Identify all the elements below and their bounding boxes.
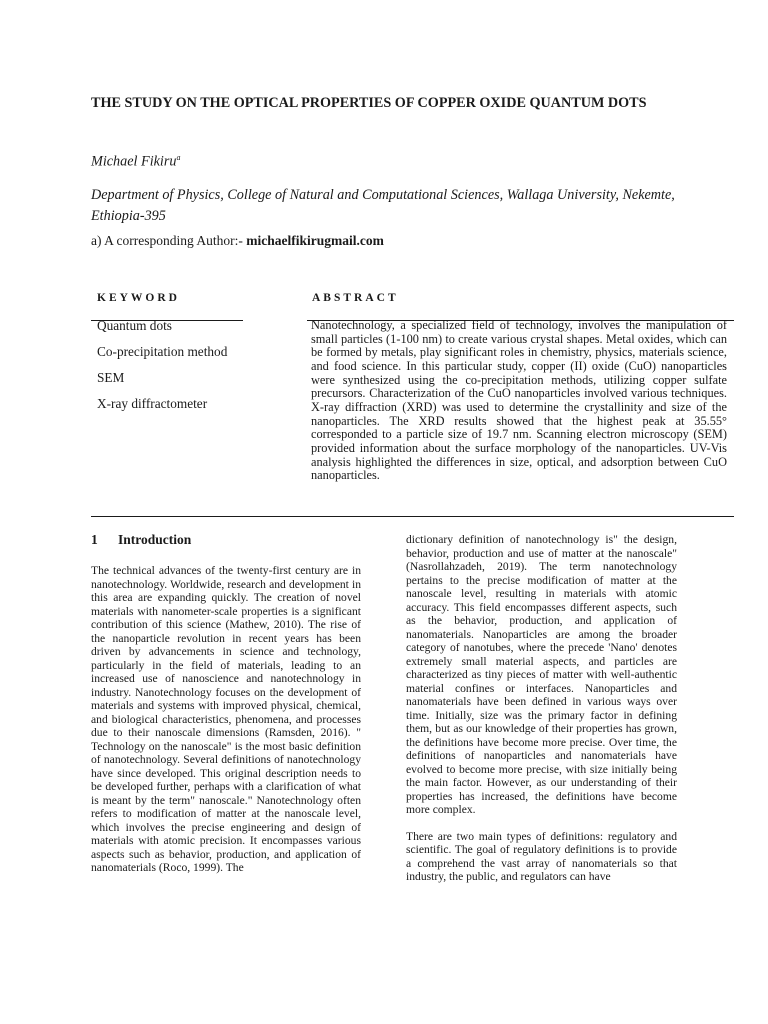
- intro-paragraph: There are two main types of definitions: regulatory and scientific. The goal of regulatory definitions is to provide a comprehend the vast array of nanomaterials so that industry, the public, and regulators can have: [406, 829, 677, 883]
- section-heading: [91, 532, 191, 548]
- abstract-heading: ABSTRACT: [312, 292, 399, 304]
- corresponding-email: michaelfikirugmail.com: [246, 233, 384, 248]
- author-name: Michael Fikiru: [91, 153, 177, 170]
- corresponding-prefix: a) A corresponding Author:-: [91, 233, 247, 248]
- intro-column-right: [406, 533, 677, 884]
- keyword-heading: KEYWORD: [97, 292, 180, 304]
- keyword-item: SEM: [97, 370, 125, 385]
- section-number: 1: [91, 532, 98, 547]
- affiliation: Department of Physics, College of Natural and Computational Sciences, Wallaga University, Nekemte, Ethiopia-395: [91, 187, 675, 224]
- intro-paragraph: dictionary definition of nanotechnology is" the design, behavior, production and use of matter at the nanoscale" (Nasrollahzadeh, 2019). The term nanotechnology pertains to the precise modification of matter at the nanoscale level, resulting in materials with atomic accuracy. This field encompasses different aspects, such as the behavior, production, and application of nanomaterials. Nanoparticles are among the broader category of nanotubes, where the precede 'Nano' denotes extremely small material aspects, and particles are characterized as tiny pieces of matter with well-authentic material confines or interfaces. Nanoparticles and nanomaterials have been defined in various ways over time. Initially, size was the primary factor in defining them, but as our knowledge of their properties has grown, the definitions have become more precise. Over time, the definitions of nanoparticles and nanomaterials have evolved to become more precise, with size initially being the main factor. However, as our understanding of their properties has increased, the definitions have become more complex.: [406, 533, 677, 816]
- header-bottom-rule: [91, 516, 734, 517]
- section-title: Introduction: [118, 532, 192, 547]
- abstract-text: Nanotechnology, a specialized field of technology, involves the manipulation of small particles (1-100 nm) to create various crystal shapes. Metal oxides, which can be formed by metals, play significant roles in chemistry, physics, materials science, and food science. In this particular study, copper (II) oxide (CuO) nanoparticles were synthesized using the co-precipitation methods, utilizing copper sulfate precursors. Characterization of the CuO nanoparticles involved various techniques. X-ray diffraction (XRD) was used to determine the crystallinity and size of the nanoparticles. The XRD results showed that the highest peak at 35.55° corresponded to a particle size of 19.7 nm. Scanning electron microscopy (SEM) provided information about the surface morphology of the nanoparticles. UV-Vis analysis highlighted the differences in size, optical, and adsorption between CuO nanoparticles.: [311, 318, 727, 483]
- intro-column-left: [91, 564, 361, 875]
- author-line: [91, 153, 181, 171]
- corresponding-author: [91, 233, 384, 249]
- intro-paragraph: The technical advances of the twenty-first century are in nanotechnology. Worldwide, research and development in this area are expanding quickly. The creation of novel materials with nanometer-scale properties is a significant contribution of this science (Mathew, 2010). The rise of the nanoparticle revolution in recent years has been driven by advancements in science and technology, particularly in the field of materials, leading to an increased use of nanoscience and nanotechnology in industry. Nanotechnology focuses on the development of materials and systems with improved physical, chemical, and biological characteristics, phenomena, and processes due to their nanoscale dimensions (Ramsden, 2016). " Technology on the nanoscale" is the most basic definition of nanotechnology. Several definitions of nanotechnology have since developed. This original description needs to be developed further, perhaps with a clarification of what is meant by the term" nanoscale." Nanotechnology often refers to modification of matter at the nanoscale level, which involves the precise engineering and design of materials with atomic precision. It encompasses various aspects such as behavior, production, and application of nanomaterials (Roco, 1999). The: [91, 564, 361, 874]
- keyword-item: Co-precipitation method: [97, 344, 228, 359]
- keyword-item: Quantum dots: [97, 318, 172, 333]
- paper-title: THE STUDY ON THE OPTICAL PROPERTIES OF COPPER OXIDE QUANTUM DOTS: [91, 95, 647, 111]
- keyword-item: X-ray diffractometer: [97, 396, 208, 411]
- author-marker: a: [176, 153, 181, 162]
